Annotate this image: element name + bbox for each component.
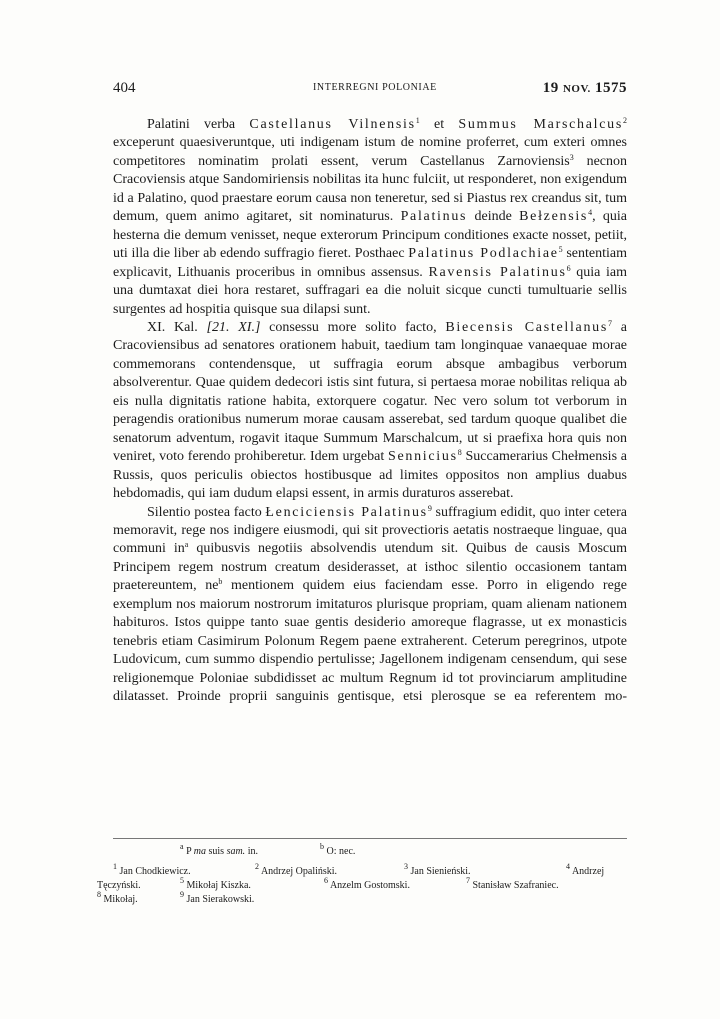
spaced-name: Biecensis Castellanus: [445, 319, 609, 335]
person-note-2: $^2$ Andrzej Opaliński.: [255, 862, 338, 877]
spaced-name: Summus Marschalcus: [458, 117, 623, 132]
footnote-ref: 4: [588, 208, 593, 218]
page-number: 404: [113, 80, 136, 96]
text-run: Silentio postea facto: [147, 504, 266, 520]
text-run: suffragium edidit, quo inter cetera memoravit, rege nos indigere eiusmodi, qui sit provectioris aetatis nostraeque linguae, qua communi in: [113, 504, 627, 557]
footnote-ref: b: [218, 577, 223, 587]
footnote-ref: 8: [457, 448, 462, 458]
paragraph: [113, 319, 627, 504]
running-header: [113, 80, 627, 102]
text-run: Succamerarius Chełmensis a Russis, quos periculis obiectos hostibusque ad limites oppositos non amplius duabus hebdomadis, qui iam dudum elapsi essent, in armis duraturos asserebat.: [113, 449, 627, 502]
text-run: Palatini verba: [147, 117, 250, 132]
text-run: et: [419, 117, 459, 132]
person-note-7: $^7$ Stanisław Szafraniec.: [466, 876, 559, 891]
text-run: XI. Kal.: [147, 319, 207, 335]
person-note-9: $^9$ Jan Sierakowski.: [180, 890, 255, 905]
date-year: 1575: [595, 80, 627, 96]
spaced-name: Palatinus Podlachiae: [408, 246, 559, 262]
footnote-ref: 1: [415, 116, 420, 125]
spaced-name: Ravensis Palatinus: [428, 264, 567, 280]
spaced-name: Sennicius: [388, 449, 458, 465]
spaced-name: Castellanus Vilnensis: [249, 117, 416, 132]
text-run: a Cracoviensibus ad senatores orationem habuit, taedium tam longinquae vanaequae morae commemorans contendensque, ut suffragia eorum absque ambagibus verborum absolverentur. Quae quidem dedecori istis sint futura, si pertaesa morae nobilitas reliqua ab eis nulla dignitatis ratione habita, extorquere cogatur. Nec vero solum tot verborum in peragendis orationibus numerum morae causam asserebat, sed tardum quoque qualibet die senatorum adventum, rogavit itaque Summum Marschalcum, ut si praefixa hora quis non veniret, voto ferendo prohiberetur. Idem urgebat: [113, 319, 627, 465]
paragraph: [113, 504, 627, 707]
footnote-ref: 7: [608, 318, 613, 328]
person-note-4-cont: Tęczyński.: [97, 880, 141, 891]
text-run: quibusvis negotiis absolvendis utendum sit. Quibus de causis Moscum Principem regem nostrum creatum desiderasset, at isthoc silentio occasionem tantam praetereuntem, ne: [113, 541, 627, 594]
spaced-name: Palatinus: [400, 209, 468, 225]
person-note-5: $^5$ Mikołaj Kiszka.: [180, 876, 251, 891]
textual-note-b: $^b$ O: nec.: [320, 842, 356, 857]
footnote-rule: [113, 838, 627, 839]
text-run: quia iam una dumtaxat diei hora restaret, suffragari ea die noluit sicque cuncti tumultuarie sellis surgentes ad hospitia quisque sua dilapsi sunt.: [113, 264, 627, 317]
date-day: 19: [542, 80, 559, 96]
date-bracket: [21. XI.]: [206, 319, 261, 335]
main-text: [113, 116, 627, 707]
text-run: , quia hesterna die demum venisset, neque exterorum Principum conditiones exacte nosset, petiit, uti illa die liber ab edendo suffragio fieret. Posthaec: [113, 209, 627, 262]
text-run: deinde: [467, 209, 520, 225]
person-note-6: $^6$ Anzelm Gostomski.: [324, 876, 410, 891]
person-notes: [0, 862, 720, 916]
text-run: necnon Cracoviensis atque Sandomiriensis nobilitas ita hunc fulciit, ut responderet, non exigendum id a Palatino, quod praestare eorum causa non teneretur, sed si Piastus rex creandus sit, tum demum, quem animo agitaret, sit nominaturus.: [113, 153, 627, 225]
paragraph: [113, 116, 627, 319]
text-run: consessu more solito facto,: [260, 319, 446, 335]
person-note-4: $^4$ Andrzej: [566, 862, 605, 877]
text-run: exceperunt quaesiveruntque, uti indigenam istum de nomine proferret, cum exteri omnes competitores nominatim prolati essent, verum Castellanus Zarnoviensis: [113, 135, 627, 169]
spaced-name: Bełzensis: [519, 209, 589, 225]
footnote-ref: 2: [623, 116, 627, 125]
footnote-ref: 5: [558, 245, 563, 255]
text-run: mentionem quidem eius faciendam esse. Porro in eligendo rege exemplum nos maiorum nostrorum imitaturos plurisque propriam, quam alienam nationem habituros. Istos quippe tanto suae gentis desiderio amoreque flagrasse, ut ex monasticis tenebris etiam Casimirum Polonum Regem paene extraherent. Ceterum peregrinos, utpote Ludovicum, cum summo dispendio pertulisse; Jagellonem indigenam censendum, qui sese religionemque Poloniae subdidisset ac multum Regnum id tot provinciarum amplitudine dilatasset. Proinde proprii sanguinis gentisque, etsi plerosque se ea referentem mo-: [113, 578, 627, 705]
footnote-ref: a: [184, 540, 189, 550]
running-title: INTERREGNI POLONIAE: [313, 82, 437, 93]
textual-note-a: $^a$ P ma suis sam. in.: [180, 842, 258, 857]
person-note-3: $^3$ Jan Sienieński.: [404, 862, 471, 877]
footnote-ref: 9: [427, 503, 432, 513]
text-run: sententiam explicavit, Lithuanis proceribus in omnibus assensus.: [113, 246, 627, 280]
footnote-ref: 3: [569, 152, 574, 162]
textual-apparatus: [0, 842, 720, 862]
footnote-ref: 6: [566, 263, 571, 273]
person-note-8: $^8$ Mikołaj.: [97, 890, 138, 905]
running-date: [543, 80, 627, 97]
person-note-1: $^1$ Jan Chodkiewicz.: [113, 862, 191, 877]
date-month: NOV.: [562, 83, 591, 95]
spaced-name: Łenciciensis Palatinus: [265, 504, 428, 520]
